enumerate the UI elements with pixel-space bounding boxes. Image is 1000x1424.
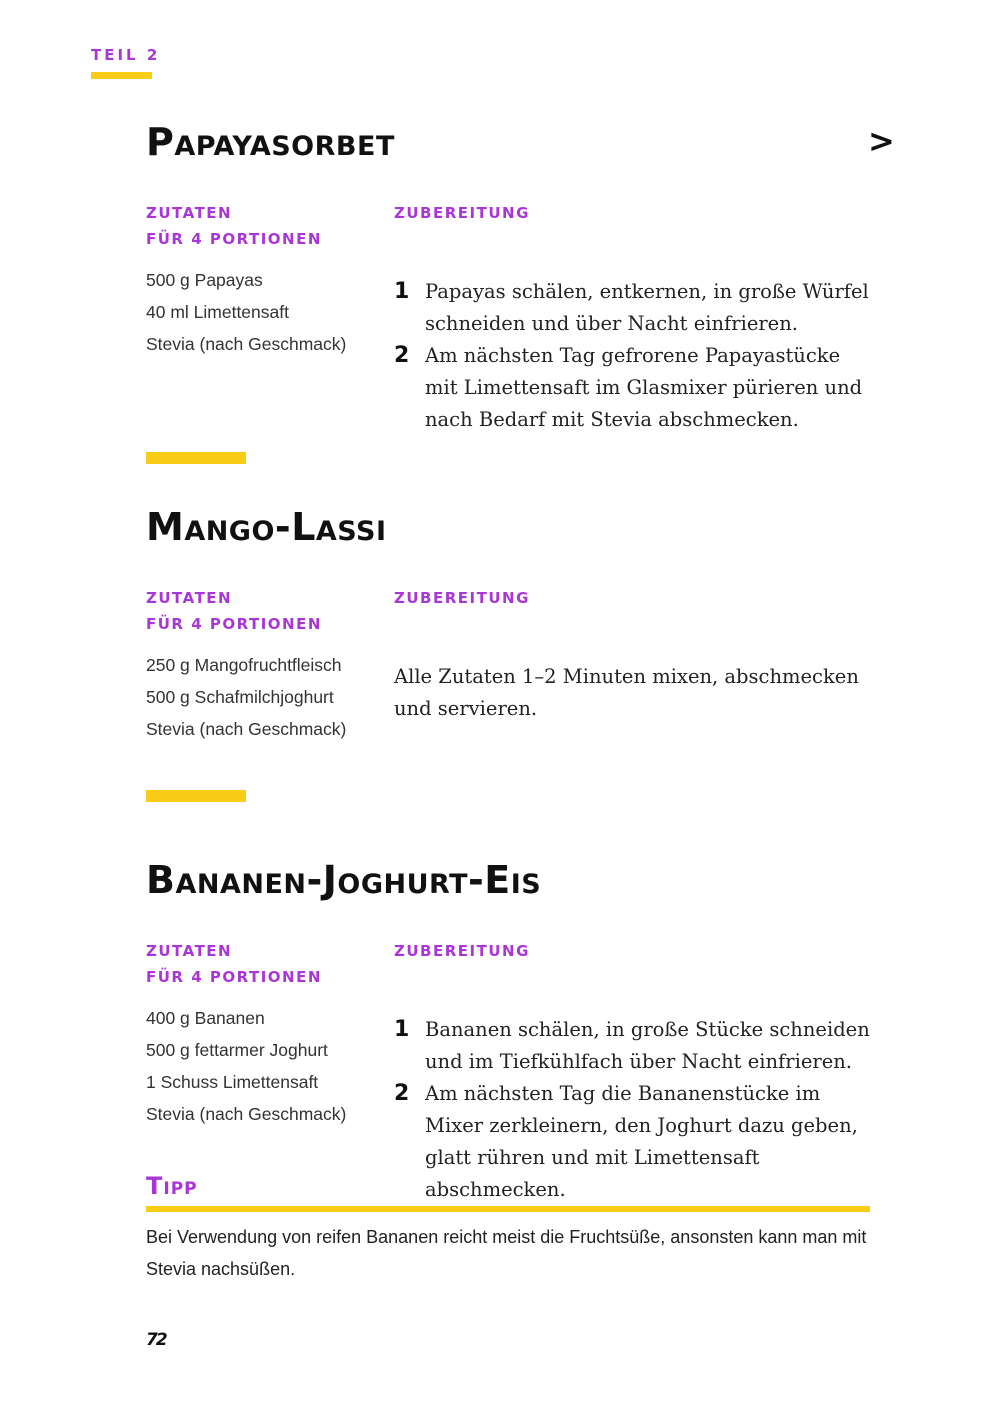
portions-label: FÜR 4 PORTIONEN bbox=[146, 230, 322, 248]
step-text: Papayas schälen, entkernen, in große Würfel schneiden und über Nacht einfrieren. bbox=[425, 280, 869, 335]
step-number: 1 bbox=[394, 1017, 410, 1042]
section-underline bbox=[91, 72, 152, 79]
ingredient-item: 500 g fettarmer Joghurt bbox=[146, 1040, 328, 1060]
step-text: Am nächsten Tag gefrorene Papayastücke mit Limettensaft im Glasmixer pürieren und nach Bedarf mit Stevia abschmecken. bbox=[425, 344, 863, 431]
ingredient-list bbox=[146, 649, 386, 745]
step-item bbox=[394, 340, 874, 436]
preparation-column bbox=[394, 200, 874, 436]
recipe-title: Bananen-Joghurt-Eis bbox=[146, 858, 542, 902]
step-number: 2 bbox=[394, 1081, 410, 1106]
ingredient-list bbox=[146, 1002, 386, 1130]
recipe-papayasorbet bbox=[146, 120, 876, 431]
page-number: 72 bbox=[146, 1330, 166, 1350]
ingredient-item: Stevia (nach Geschmack) bbox=[146, 1104, 347, 1124]
preparation-column bbox=[394, 938, 874, 1206]
ingredients-label: ZUTATEN bbox=[146, 204, 233, 222]
step-item bbox=[394, 276, 874, 340]
ingredient-item: 500 g Papayas bbox=[146, 270, 263, 290]
preparation-label: ZUBEREITUNG bbox=[394, 942, 530, 960]
recipe-title: Mango-Lassi bbox=[146, 505, 387, 549]
next-chevron-icon[interactable]: > bbox=[868, 122, 895, 160]
recipe-separator bbox=[146, 452, 246, 464]
tip-underline bbox=[146, 1206, 870, 1212]
step-item bbox=[394, 1078, 874, 1206]
preparation-column bbox=[394, 585, 874, 725]
ingredients-label: ZUTATEN bbox=[146, 589, 233, 607]
preparation-label: ZUBEREITUNG bbox=[394, 204, 530, 222]
portions-label: FÜR 4 PORTIONEN bbox=[146, 968, 322, 986]
ingredient-item: 500 g Schafmilchjoghurt bbox=[146, 687, 334, 707]
portions-label: FÜR 4 PORTIONEN bbox=[146, 615, 322, 633]
tip-text: Bei Verwendung von reifen Bananen reicht meist die Fruchtsüße, ansonsten kann man mit Stevia nachsüßen. bbox=[146, 1227, 867, 1279]
ingredient-item: Stevia (nach Geschmack) bbox=[146, 334, 347, 354]
step-text: Am nächsten Tag die Bananenstücke im Mixer zerkleinern, den Joghurt dazu geben, glatt rühren und mit Limettensaft abschmecken. bbox=[425, 1082, 858, 1201]
ingredients-column bbox=[146, 585, 386, 745]
step-item bbox=[394, 1014, 874, 1078]
recipe-separator bbox=[146, 790, 246, 802]
section-label: TEIL 2 bbox=[91, 46, 161, 64]
preparation-label: ZUBEREITUNG bbox=[394, 589, 530, 607]
step-number: 2 bbox=[394, 343, 410, 368]
step-text: Bananen schälen, in große Stücke schneiden und im Tiefkühlfach über Nacht einfrieren. bbox=[425, 1018, 870, 1073]
ingredient-item: 400 g Bananen bbox=[146, 1008, 265, 1028]
recipe-title: Papayasorbet bbox=[146, 120, 395, 164]
preparation-text: Alle Zutaten 1–2 Minuten mixen, abschmecken und servieren. bbox=[394, 665, 859, 720]
step-list bbox=[394, 276, 874, 436]
ingredient-item: 40 ml Limettensaft bbox=[146, 302, 289, 322]
recipe-mango-lassi bbox=[146, 507, 876, 747]
ingredients-label: ZUTATEN bbox=[146, 942, 233, 960]
tip-title: Tipp bbox=[146, 1172, 198, 1200]
ingredient-item: Stevia (nach Geschmack) bbox=[146, 719, 347, 739]
step-list bbox=[394, 1014, 874, 1206]
ingredients-column bbox=[146, 938, 386, 1130]
ingredient-item: 250 g Mangofruchtfleisch bbox=[146, 655, 342, 675]
ingredient-item: 1 Schuss Limettensaft bbox=[146, 1072, 319, 1092]
ingredients-column bbox=[146, 200, 386, 360]
ingredient-list bbox=[146, 264, 386, 360]
step-number: 1 bbox=[394, 279, 410, 304]
